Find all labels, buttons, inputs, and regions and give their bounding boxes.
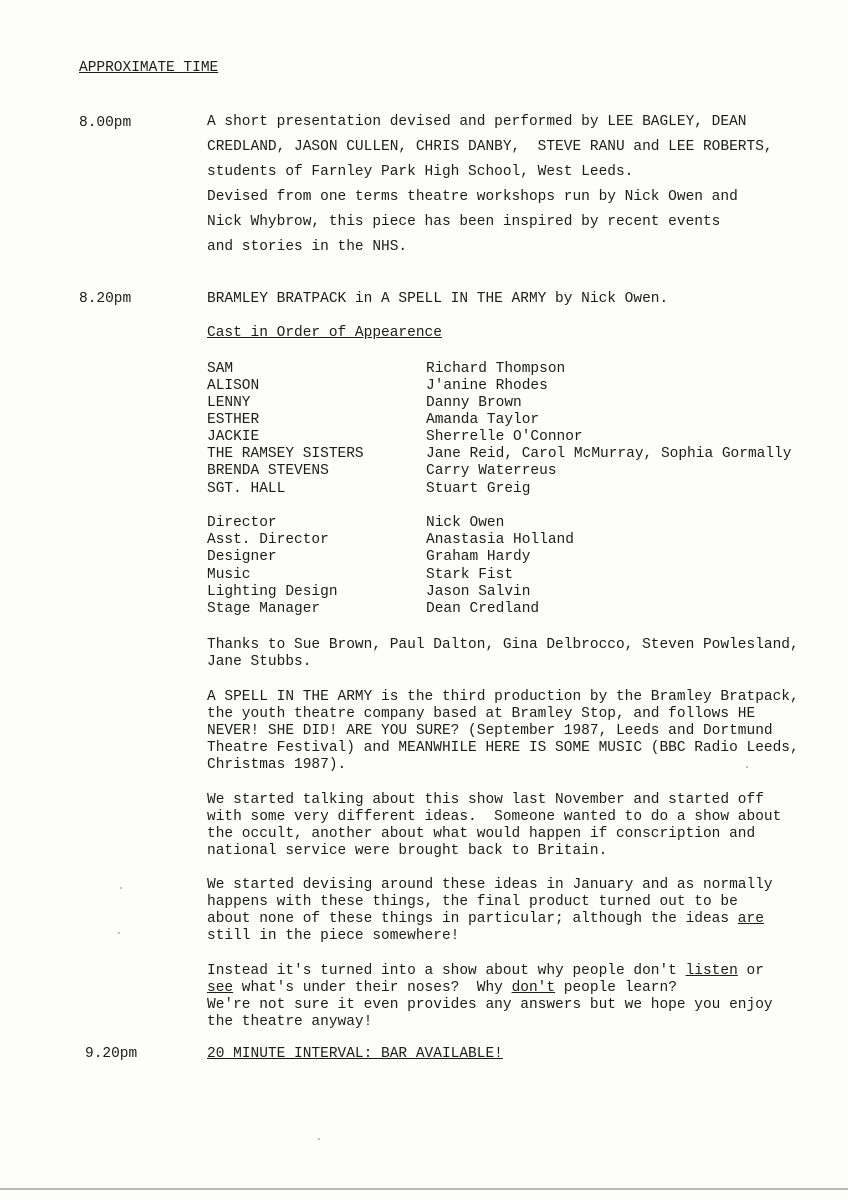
started-line: national service were brought back to Britain. — [207, 843, 608, 859]
devising-line-3 — [207, 911, 764, 928]
instead-line-2 — [207, 980, 677, 997]
cast-name: Carry Waterreus — [426, 463, 557, 479]
time-8-00: 8.00pm — [79, 115, 132, 131]
time-8-20: 8.20pm — [79, 291, 132, 307]
devising-line: We started devising around these ideas in January and as normally — [207, 877, 773, 893]
cast-role: THE RAMSEY SISTERS — [207, 446, 364, 462]
cast-name: Richard Thompson — [426, 361, 566, 377]
cast-role: SGT. HALL — [207, 481, 286, 497]
cast-name: Sherrelle O'Connor — [426, 429, 583, 445]
instead-text: or — [737, 963, 764, 979]
instead-text: Instead it's turned into a show about why people don't — [207, 963, 686, 979]
devising-line: still in the piece somewhere! — [207, 928, 460, 944]
crew-role: Designer — [207, 549, 277, 565]
instead-line-1 — [207, 963, 764, 980]
crew-role: Asst. Director — [207, 532, 329, 548]
instead-line-3: We're not sure it even provides any answers but we hope you enjoy — [207, 997, 773, 1013]
cast-role: BRENDA STEVENS — [207, 463, 329, 479]
slot1-line-6: and stories in the NHS. — [207, 239, 408, 255]
underlined-word: listen — [685, 963, 738, 979]
crew-name: Dean Credland — [426, 601, 540, 617]
crew-role: Music — [207, 567, 251, 583]
crew-name: Anastasia Holland — [426, 532, 574, 548]
about-line: Christmas 1987). — [207, 757, 347, 773]
underlined-word: don't — [511, 980, 556, 996]
scan-speck — [318, 1138, 320, 1140]
cast-role: SAM — [207, 361, 234, 377]
page-edge-shadow — [0, 1188, 848, 1190]
time-9-20: 9.20pm — [85, 1046, 138, 1062]
devising-line: happens with these things, the final product turned out to be — [207, 894, 738, 910]
cast-name: Danny Brown — [426, 395, 522, 411]
cast-name: Amanda Taylor — [426, 412, 540, 428]
crew-name: Stark Fist — [426, 567, 514, 583]
interval-notice: 20 MINUTE INTERVAL: BAR AVAILABLE! — [207, 1046, 503, 1062]
crew-role: Director — [207, 515, 277, 531]
slot1-line-1: A short presentation devised and performed by LEE BAGLEY, DEAN — [207, 114, 747, 130]
cast-role: ALISON — [207, 378, 260, 394]
scan-speck — [746, 766, 748, 768]
slot1-line-2: CREDLAND, JASON CULLEN, CHRIS DANBY, STEVE RANU and LEE ROBERTS, — [207, 139, 773, 155]
slot1-line-5: Nick Whybrow, this piece has been inspired by recent events — [207, 214, 721, 230]
thanks-line: Thanks to Sue Brown, Paul Dalton, Gina Delbrocco, Steven Powlesland, — [207, 637, 799, 653]
about-line: NEVER! SHE DID! ARE YOU SURE? (September 1987, Leeds and Dortmund — [207, 723, 773, 739]
scan-speck — [118, 932, 120, 934]
instead-text: what's under their noses? Why — [233, 980, 512, 996]
thanks-line: Jane Stubbs. — [207, 654, 312, 670]
about-line: the youth theatre company based at Bramley Stop, and follows HE — [207, 706, 756, 722]
cast-heading: Cast in Order of Appearence — [207, 325, 442, 341]
about-line: Theatre Festival) and MEANWHILE HERE IS SOME MUSIC (BBC Radio Leeds, — [207, 740, 799, 756]
started-line: with some very different ideas. Someone wanted to do a show about — [207, 809, 782, 825]
show-title: BRAMLEY BRATPACK in A SPELL IN THE ARMY by Nick Owen. — [207, 291, 669, 307]
cast-role: LENNY — [207, 395, 251, 411]
crew-name: Graham Hardy — [426, 549, 531, 565]
cast-name: J'anine Rhodes — [426, 378, 548, 394]
cast-name: Stuart Greig — [426, 481, 531, 497]
instead-text: people learn? — [555, 980, 677, 996]
instead-line-4: the theatre anyway! — [207, 1014, 373, 1030]
crew-role: Stage Manager — [207, 601, 321, 617]
scan-speck — [120, 887, 122, 889]
devising-text: about none of these things in particular; although the ideas — [207, 911, 738, 927]
crew-name: Jason Salvin — [426, 584, 531, 600]
crew-name: Nick Owen — [426, 515, 505, 531]
underlined-word: see — [207, 980, 234, 996]
crew-role: Lighting Design — [207, 584, 338, 600]
page-heading: APPROXIMATE TIME — [79, 60, 219, 76]
started-line: We started talking about this show last November and started off — [207, 792, 764, 808]
cast-role: ESTHER — [207, 412, 260, 428]
slot1-line-3: students of Farnley Park High School, West Leeds. — [207, 164, 634, 180]
cast-role: JACKIE — [207, 429, 260, 445]
slot1-line-4: Devised from one terms theatre workshops run by Nick Owen and — [207, 189, 738, 205]
started-line: the occult, another about what would happen if conscription and — [207, 826, 756, 842]
cast-name: Jane Reid, Carol McMurray, Sophia Gormally — [426, 446, 792, 462]
underlined-word: are — [737, 911, 764, 927]
about-line: A SPELL IN THE ARMY is the third production by the Bramley Bratpack, — [207, 689, 799, 705]
